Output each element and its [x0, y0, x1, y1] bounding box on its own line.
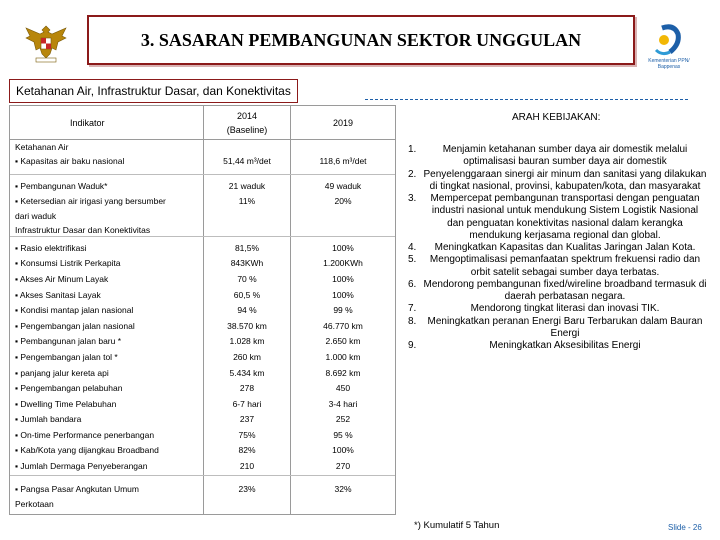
indicator-cell: ▪ Dwelling Time Pelabuhan	[15, 399, 117, 409]
indicator-cell: ▪ On-time Performance penerbangan	[15, 430, 155, 440]
policy-item	[405, 242, 707, 254]
policy-number: 8.	[408, 315, 417, 327]
dashed-divider	[365, 99, 688, 100]
baseline-2014-cell: 82%	[238, 445, 256, 455]
indicator-cell: Infrastruktur Dasar dan Konektivitas	[15, 225, 151, 235]
footnote: *) Kumulatif 5 Tahun	[414, 520, 500, 531]
policy-number: 1.	[408, 144, 417, 155]
bappenas-logo	[640, 22, 698, 78]
policy-text: Penyelenggaraan sinergi air minum dan sanitasi yang dilakukan di tingkat nasional, provinsi, kabupaten/kota, dan masyarakat	[423, 168, 707, 192]
baseline-2014-cell: 60,5 %	[233, 290, 261, 300]
policy-text: Mengoptimalisasi pemanfaatan spektrum frekuensi radio dan orbit satelit sebagai sumber daya terbatas.	[429, 254, 701, 278]
indicator-cell: ▪ Jumlah Dermaga Penyeberangan	[15, 461, 148, 471]
indicator-cell: ▪ Kondisi mantap jalan nasional	[15, 305, 134, 315]
target-2019-cell: 100%	[332, 445, 354, 455]
baseline-2014-cell: 260 km	[233, 352, 261, 362]
indicator-cell: ▪ Pembangunan jalan baru *	[15, 336, 122, 346]
slide-number: Slide - 26	[668, 523, 702, 532]
policy-number: 5.	[408, 254, 417, 266]
indicator-cell: ▪ Pembangunan Waduk*	[15, 181, 108, 191]
baseline-2014-cell: 843KWh	[230, 258, 264, 268]
baseline-2014-cell: 23%	[238, 484, 256, 494]
logo-caption: Kementerian PPN/ Bappenas	[648, 58, 690, 70]
header-2014: 2014	[236, 111, 258, 121]
header-2019: 2019	[332, 118, 354, 128]
policy-item	[405, 316, 707, 341]
target-2019-cell: 99 %	[333, 305, 353, 315]
baseline-2014-cell: 1.028 km	[229, 336, 265, 346]
row-separator	[10, 174, 395, 175]
target-2019-cell: 20%	[334, 196, 352, 206]
row-separator	[10, 475, 395, 476]
policy-number: 6.	[408, 278, 417, 290]
baseline-2014-cell: 94 %	[237, 305, 257, 315]
page-title: 3. SASARAN PEMBANGUNAN SEKTOR UNGGULAN	[140, 29, 582, 50]
header-2014-baseline: (Baseline)	[226, 125, 268, 135]
header-indikator: Indikator	[70, 118, 105, 128]
indicator-cell: Perkotaan	[15, 499, 54, 509]
target-2019-cell: 49 waduk	[324, 181, 362, 191]
policy-text: Menjamin ketahanan sumber daya air domestik melalui optimalisasi bauran sumber daya air domestik	[442, 144, 688, 168]
indicator-cell: ▪ Jumlah bandara	[15, 414, 82, 424]
policy-item	[405, 193, 707, 242]
indicator-cell: ▪ Kab/Kota yang dijangkau Broadband	[15, 445, 159, 455]
target-2019-cell: 1.000 km	[325, 352, 361, 362]
bappenas-logo-icon	[640, 22, 698, 58]
policy-item	[405, 340, 707, 352]
indicator-cell: ▪ Pangsa Pasar Angkutan Umum	[15, 484, 139, 494]
policy-text: Mendorong tingkat literasi dan inovasi TIK.	[470, 303, 660, 315]
policy-list	[405, 144, 707, 352]
indicator-cell: ▪ Akses Air Minum Layak	[15, 274, 109, 284]
policy-number: 3.	[408, 193, 417, 204]
indicator-cell: ▪ Pengembangan jalan tol *	[15, 352, 118, 362]
target-2019-cell: 95 %	[333, 430, 353, 440]
baseline-2014-cell: 21 waduk	[228, 181, 266, 191]
garuda-emblem-icon	[22, 20, 70, 64]
baseline-2014-cell: 5.434 km	[229, 368, 265, 378]
target-2019-cell: 252	[335, 414, 351, 424]
policy-item	[405, 169, 707, 194]
baseline-2014-cell: 81,5%	[234, 243, 260, 253]
target-2019-cell: 32%	[334, 484, 352, 494]
baseline-2014-cell: 210	[239, 461, 255, 471]
title-box	[87, 15, 635, 65]
policy-item	[405, 303, 707, 315]
baseline-2014-cell: 51,44 m³/det	[223, 156, 271, 166]
table-header	[10, 106, 395, 140]
policy-text: Meningkatkan Aksesibilitas Energi	[489, 340, 641, 351]
policy-item	[405, 279, 707, 304]
policy-number: 2.	[408, 168, 417, 180]
baseline-2014-cell: 278	[239, 383, 255, 393]
baseline-2014-cell: 6-7 hari	[232, 399, 262, 409]
target-2019-cell: 46.770 km	[323, 321, 363, 331]
policy-text: Meningkatkan Kapasitas dan Kualitas Jaringan Jalan Kota.	[434, 242, 696, 253]
row-separator	[10, 236, 395, 237]
target-2019-cell: 8.692 km	[325, 368, 361, 378]
target-2019-cell: 1.200KWh	[323, 258, 363, 268]
policy-text: Mendorong pembangunan fixed/wireline broadband termasuk di daerah perbatasan negara.	[423, 278, 707, 302]
baseline-2014-cell: 70 %	[237, 274, 257, 284]
indicator-cell: Ketahanan Air	[15, 142, 69, 152]
target-2019-cell: 100%	[332, 243, 354, 253]
policy-title: ARAH KEBIJAKAN:	[512, 112, 601, 123]
target-2019-cell: 3-4 hari	[328, 399, 358, 409]
policy-number: 7.	[408, 303, 417, 315]
target-2019-cell: 100%	[332, 274, 354, 284]
indicator-cell: ▪ Akses Sanitasi Layak	[15, 290, 101, 300]
policy-item	[405, 254, 707, 279]
indicator-cell: ▪ Rasio elektrifikasi	[15, 243, 87, 253]
subtitle-text: Ketahanan Air, Infrastruktur Dasar, dan Konektivitas	[16, 84, 291, 98]
policy-text: Mempercepat pembangunan transportasi dengan penguatan industri nasional untuk mendukung Sistem Logistik Nasional dan penguatan konektivitas nasional dalam kerangka mendukung kerjasama regional dan global.	[430, 193, 700, 241]
indicator-cell: ▪ Ketersedian air irigasi yang bersumber	[15, 196, 166, 206]
indicator-cell: ▪ Kapasitas air baku nasional	[15, 156, 125, 166]
policy-number: 9.	[408, 340, 417, 351]
target-2019-cell: 450	[335, 383, 351, 393]
section-subtitle	[9, 79, 298, 103]
target-2019-cell: 2.650 km	[325, 336, 361, 346]
target-2019-cell: 118,6 m³/det	[319, 156, 367, 166]
indicator-cell: ▪ panjang jalur kereta api	[15, 368, 109, 378]
target-2019-cell: 270	[335, 461, 351, 471]
policy-item	[405, 144, 707, 169]
indicator-cell: dari waduk	[15, 211, 57, 221]
baseline-2014-cell: 11%	[238, 196, 256, 206]
policy-text: Meningkatkan peranan Energi Baru Terbarukan dalam Bauran Energi	[427, 315, 703, 339]
policy-number: 4.	[408, 242, 417, 253]
baseline-2014-cell: 75%	[238, 430, 256, 440]
indicator-table	[9, 105, 396, 515]
indicator-cell: ▪ Konsumsi Listrik Perkapita	[15, 258, 121, 268]
indicator-cell: ▪ Pengembangan pelabuhan	[15, 383, 123, 393]
indicator-cell: ▪ Pengembangan jalan nasional	[15, 321, 135, 331]
target-2019-cell: 100%	[332, 290, 354, 300]
baseline-2014-cell: 237	[239, 414, 255, 424]
baseline-2014-cell: 38.570 km	[227, 321, 267, 331]
